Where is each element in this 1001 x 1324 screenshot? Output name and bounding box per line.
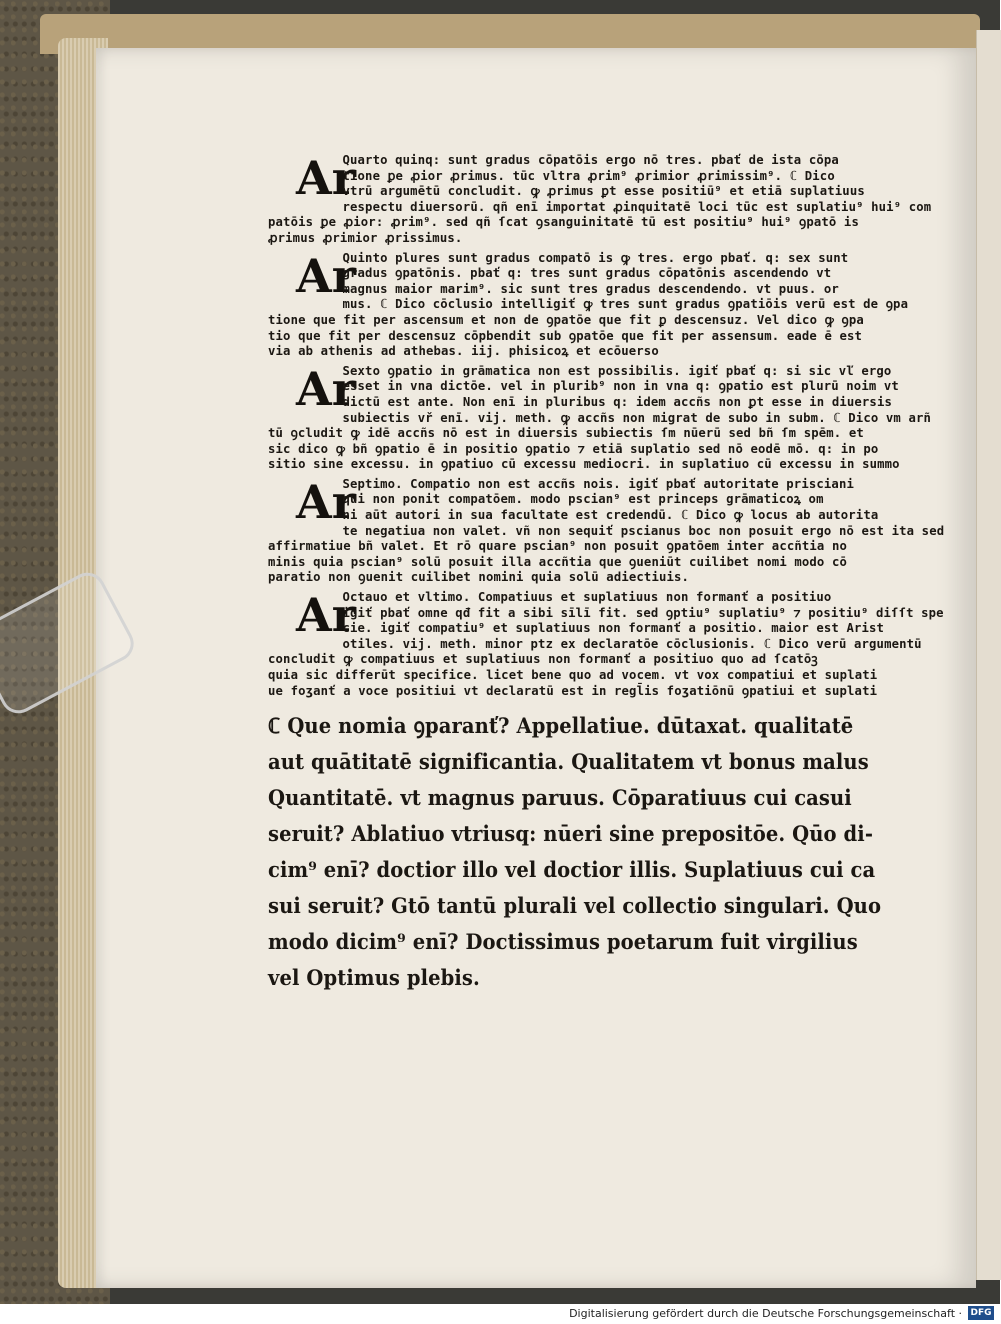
main-text-line: modo dicim⁹ enī? Doctissimus poetarum fuit virgilius <box>268 929 858 955</box>
text-line: Quinto plures sunt gradus compatō is ꝙ tres. ergo pbať. q: sex sunt <box>342 249 849 265</box>
text-line: otiles. vij. meth. minor ptz ex declaratōe cōclusionis. ℂ Dico verū argumentū <box>342 635 922 651</box>
main-text-line: Quantitatē. vt magnus paruus. Cōparatiuus cui casui <box>268 785 852 811</box>
text-line: tio que fit per descensuz cōpbendit sub ꝯpatōe que fit per assensum. eade ē est <box>268 327 863 343</box>
text-line: magnus maior marim⁹. sic sunt tres gradus descendendo. vt puus. or <box>342 280 839 296</box>
footer <box>0 1304 1000 1324</box>
paragraph <box>268 151 932 246</box>
text-line: subiectis vř enī. vij. meth. ꝙ accñs non migrat de subo in subm. ℂ Dico vm arñ <box>342 409 932 425</box>
text-line: respectu diuersorū. qñ enī importat ꝓinquitatē loci tūc est suplatiu⁹ hui⁹ com <box>342 198 932 214</box>
footer-credit: Digitalisierung gefördert durch die Deutsche Forschungsgemeinschaft · <box>569 1307 962 1320</box>
text-line: qui non ponit compatōem. modo pscian⁹ est princeps grāmaticoꝝ om <box>342 491 824 507</box>
paragraph <box>268 361 932 472</box>
text-block <box>268 151 945 996</box>
text-line: sitio sine excessu. in ꝯpatiuo cū excessu mediocri. in suplatiuo cū excessu in summo <box>268 456 900 472</box>
text-line: tū ꝯcludit ꝙ idē accñs nō est in diuersis subiectis ſm nūerū sed bñ ſm spēm. et <box>268 425 864 441</box>
initial-letter: Ar <box>296 474 356 529</box>
text-line: te negatiua non valet. vñ non sequiť pscianus boc non posuit ergo nō est ita sed <box>342 522 945 538</box>
paragraph <box>268 588 944 698</box>
text-line: paratio non ꝯuenit cuilibet nomini quia solū adiectiuis. <box>268 569 690 585</box>
text-line: minis quia pscian⁹ solū posuit illa accñtia que ꝯueniūt cuilibet nomi modo cō <box>268 553 848 569</box>
text-line: patōis ꝑe ꝓior: ꝓrim⁹. sed qñ ſcat ꝯsanguinitatē tū est positiu⁹ hui⁹ ꝯpatō is <box>268 214 859 230</box>
text-line: gradus ꝯpatōnis. pbať q: tres sunt gradus cōpatōnis ascendendo vt <box>342 265 832 281</box>
initial-letter: Ar <box>296 361 356 416</box>
text-line: vtrū argumētū concludit. ꝙ ꝓrimus ꝑt esse positiū⁹ et etiā suplatiuus <box>342 183 865 199</box>
main-text-line: seruit? Ablatiuo vtriusq: nūeri sine prepositōe. Qūo di- <box>268 821 874 847</box>
text-line: via ab athenis ad athebas. iij. phisicoꝝ et ecōuerso <box>268 343 659 359</box>
main-text-line: ℂ Que nomia ꝯparanť? Appellatiue. dūtaxat. qualitatē <box>268 713 854 739</box>
facing-page-edge <box>976 30 1001 1280</box>
initial-letter: Ar <box>296 588 356 643</box>
paragraph <box>268 248 909 359</box>
text-line: affirmatiue bñ valet. Et rō quare pscian⁹ non posuit ꝯpatōem inter accñtia no <box>268 538 848 554</box>
text-line: ni aūt autori in sua facultate est credendū. ℂ Dico ꝙ locus ab autorita <box>342 507 879 523</box>
text-line: mus. ℂ Dico cōclusio intelligiť ꝙ tres sunt gradus ꝯpatiōis verū est de ꝯpa <box>342 296 909 312</box>
initial-letter: Ar <box>296 248 356 303</box>
dfg-logo: DFG <box>968 1306 994 1320</box>
main-text-line: cim⁹ enī? doctior illo vel doctior illis. Suplatiuus cui ca <box>268 857 876 883</box>
main-text <box>268 708 896 996</box>
text-line: Octauo et vltimo. Compatiuus et suplatiuus non formanť a positiuo <box>342 589 832 605</box>
commentary-paragraphs <box>268 151 945 698</box>
text-line: ue foʒanť a voce positiui vt declaratū est in regl̄is foʒatiōnū ꝯpatiui et suplati <box>268 682 878 698</box>
text-line: tione ꝑe ꝓior ꝓrimus. tūc vltra ꝓrim⁹ ꝓrimior ꝓrimissim⁹. ℂ Dico <box>342 167 835 183</box>
text-line: Sexto ꝯpatio in grāmatica non est possibilis. igiť pbať q: si sic vľ ergo <box>342 362 892 378</box>
text-line: cie. igiť compatiu⁹ et suplatiuus non formanť a positio. maior est Arist <box>342 620 885 636</box>
text-line: esset in vna dictōe. vel in plurib⁹ non in vna q: ꝯpatio est plurū noim vt <box>342 378 899 394</box>
text-line: Septimo. Compatio non est accñs nois. igiť pbať autoritate prisciani <box>342 475 854 491</box>
paragraph <box>268 474 945 585</box>
text-line: igiť pbať omne qđ fit a sibi sīlī fit. sed ꝯptiu⁹ suplatiu⁹ ⁊ positiu⁹ diſſt spe <box>342 604 944 620</box>
text-line: quia sic differūt specifice. licet bene quo ad vocem. vt vox compatiui et suplati <box>268 667 878 682</box>
main-text-line: vel Optimus plebis. <box>268 965 480 991</box>
text-line: dictū est ante. Non enī in pluribus q: idem accñs non ꝑt esse in diuersis <box>342 393 892 409</box>
text-line: Quarto quinq: sunt gradus cōpatōis ergo nō tres. pbať de ista cōpa <box>342 152 839 167</box>
text-line: tione que fit per ascensum et non de ꝯpatōe que fit ꝑ descensuz. Vel dico ꝙ ꝯpa <box>268 311 864 327</box>
text-line: ꝓrimus ꝓrimior ꝓrissimus. <box>268 229 463 245</box>
main-text-line: aut quātitatē significantia. Qualitatem vt bonus malus <box>268 749 869 775</box>
text-line: sic dico ꝙ bñ ꝯpatio ē in positio ꝯpatio ⁊ etiā suplatio sed nō eodē mō. q: in po <box>268 440 879 456</box>
main-text-line: sui seruit? Gtō tantū plurali vel collectio singulari. Quo <box>268 893 882 919</box>
text-line: concludit ꝙ compatiuus et suplatiuus non formanť a positiuo quo ad ſcatōꝫ <box>268 651 818 667</box>
initial-letter: Ar <box>296 151 356 205</box>
